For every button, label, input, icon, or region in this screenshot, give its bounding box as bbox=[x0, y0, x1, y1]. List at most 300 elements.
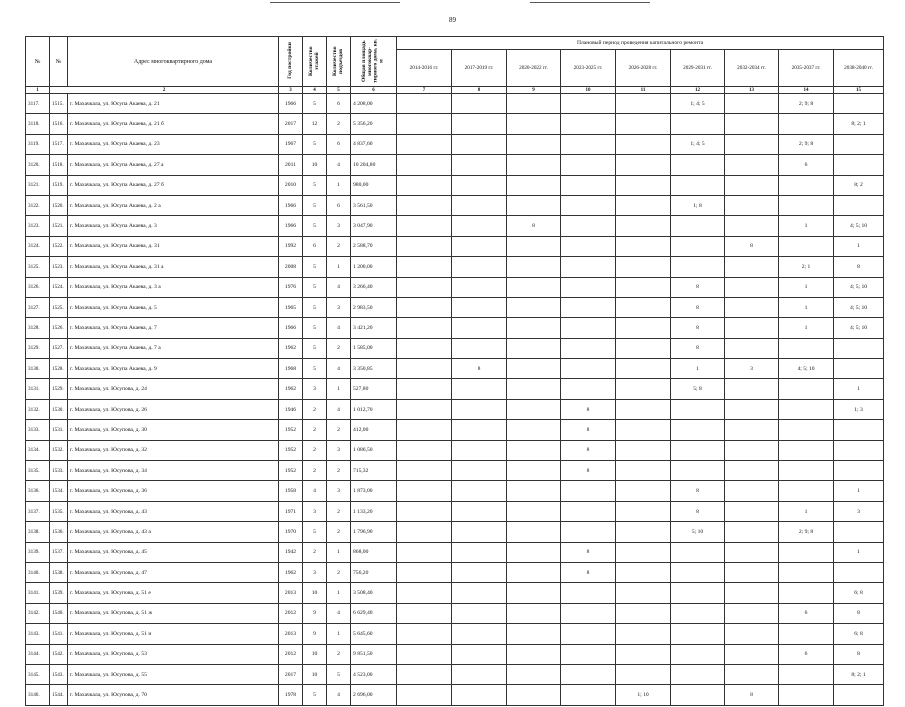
row-period-works bbox=[779, 583, 834, 603]
row-period-works bbox=[779, 542, 834, 562]
row-year: 1966 bbox=[279, 195, 303, 215]
row-year: 1978 bbox=[279, 685, 303, 705]
row-entrances: 2 bbox=[327, 236, 351, 256]
table-row bbox=[26, 461, 884, 481]
row-period-works bbox=[834, 359, 884, 379]
row-period-works bbox=[779, 664, 834, 684]
row-year: 1966 bbox=[279, 216, 303, 236]
row-year: 1946 bbox=[279, 399, 303, 419]
row-local-number: 1521. bbox=[50, 216, 68, 236]
table-row bbox=[26, 501, 884, 521]
col-header-address: Адрес многоквартирного дома bbox=[68, 37, 279, 87]
row-address: г. Махачкала, ул. Юсупова, д. 34 bbox=[68, 461, 279, 481]
row-area: 6 629,40 bbox=[351, 603, 397, 623]
row-number: 3143. bbox=[26, 624, 50, 644]
row-floors: 3 bbox=[303, 501, 327, 521]
row-number: 3122. bbox=[26, 195, 50, 215]
row-entrances: 2 bbox=[327, 420, 351, 440]
row-period-works: 8 bbox=[671, 481, 725, 501]
row-period-works bbox=[452, 644, 507, 664]
row-period-works bbox=[397, 134, 452, 154]
row-period-works bbox=[725, 216, 779, 236]
row-period-works bbox=[561, 236, 616, 256]
row-floors: 2 bbox=[303, 461, 327, 481]
row-period-works: 6 bbox=[779, 155, 834, 175]
row-entrances: 2 bbox=[327, 501, 351, 521]
row-number: 3138. bbox=[26, 522, 50, 542]
row-period-works bbox=[725, 195, 779, 215]
row-period-works bbox=[507, 603, 561, 623]
row-period-works bbox=[561, 664, 616, 684]
row-local-number: 1533. bbox=[50, 461, 68, 481]
row-local-number: 1541. bbox=[50, 624, 68, 644]
row-address: г. Махачкала, ул. Юсупова, д. 51 ж bbox=[68, 603, 279, 623]
row-entrances: 4 bbox=[327, 155, 351, 175]
row-period-works bbox=[671, 603, 725, 623]
row-address: г. Махачкала, ул. Юсупова, д. 53 bbox=[68, 644, 279, 664]
row-period-works: 8 bbox=[671, 338, 725, 358]
row-address: г. Махачкала, ул. Юсупова, д. 51 е bbox=[68, 583, 279, 603]
row-period-works bbox=[507, 94, 561, 114]
row-number: 3135. bbox=[26, 461, 50, 481]
row-year: 1968 bbox=[279, 359, 303, 379]
row-period-works bbox=[507, 257, 561, 277]
row-entrances: 1 bbox=[327, 257, 351, 277]
row-period-works bbox=[561, 216, 616, 236]
row-address: г. Махачкала, ул. Юсупа Акаева, д. 2 а bbox=[68, 195, 279, 215]
row-period-works bbox=[616, 644, 671, 664]
row-period-works bbox=[616, 114, 671, 134]
row-period-works bbox=[616, 399, 671, 419]
column-index: 14 bbox=[779, 87, 834, 94]
row-period-works bbox=[725, 114, 779, 134]
row-period-works bbox=[507, 359, 561, 379]
row-entrances: 1 bbox=[327, 175, 351, 195]
row-period-works bbox=[561, 583, 616, 603]
row-area: 1 796,90 bbox=[351, 522, 397, 542]
row-number: 3127. bbox=[26, 297, 50, 317]
row-area: 4 208,00 bbox=[351, 94, 397, 114]
row-period-works: 8 bbox=[834, 603, 884, 623]
row-number: 3137. bbox=[26, 501, 50, 521]
table-row bbox=[26, 399, 884, 419]
row-period-works bbox=[725, 175, 779, 195]
row-period-works bbox=[616, 359, 671, 379]
top-rule bbox=[530, 2, 650, 3]
row-floors: 5 bbox=[303, 94, 327, 114]
row-floors: 5 bbox=[303, 257, 327, 277]
row-entrances: 4 bbox=[327, 603, 351, 623]
row-local-number: 1531. bbox=[50, 420, 68, 440]
column-index: 7 bbox=[397, 87, 452, 94]
row-period-works bbox=[452, 114, 507, 134]
row-period-works bbox=[671, 685, 725, 705]
row-period-works: 4; 5; 10 bbox=[834, 318, 884, 338]
row-period-works bbox=[452, 277, 507, 297]
table-row bbox=[26, 359, 884, 379]
row-period-works bbox=[616, 664, 671, 684]
row-period-works bbox=[397, 399, 452, 419]
row-period-works bbox=[561, 603, 616, 623]
row-floors: 10 bbox=[303, 644, 327, 664]
row-local-number: 1534. bbox=[50, 481, 68, 501]
row-period-works bbox=[725, 399, 779, 419]
row-period-works bbox=[834, 338, 884, 358]
table-row bbox=[26, 257, 884, 277]
row-period-works bbox=[507, 277, 561, 297]
row-period-works bbox=[507, 562, 561, 582]
row-area: 9 851,50 bbox=[351, 644, 397, 664]
col-header-area: Общая площадь многоквар-тирного дома, кв. м bbox=[351, 37, 397, 87]
row-period-works: 3 bbox=[725, 359, 779, 379]
row-local-number: 1532. bbox=[50, 440, 68, 460]
row-area: 10 204,80 bbox=[351, 155, 397, 175]
row-local-number: 1518. bbox=[50, 155, 68, 175]
row-period-works bbox=[507, 481, 561, 501]
row-local-number: 1542. bbox=[50, 644, 68, 664]
row-period-works bbox=[397, 624, 452, 644]
row-number: 3141. bbox=[26, 583, 50, 603]
row-period-works bbox=[779, 420, 834, 440]
row-period-works bbox=[452, 603, 507, 623]
row-area: 1 086,50 bbox=[351, 440, 397, 460]
row-period-works bbox=[507, 501, 561, 521]
row-local-number: 1520. bbox=[50, 195, 68, 215]
row-year: 2008 bbox=[279, 257, 303, 277]
row-period-works bbox=[452, 420, 507, 440]
col-header-period: 2026-2028 гг. bbox=[616, 50, 671, 87]
row-local-number: 1543. bbox=[50, 664, 68, 684]
row-period-works bbox=[725, 664, 779, 684]
table-row bbox=[26, 318, 884, 338]
row-period-works bbox=[397, 644, 452, 664]
row-address: г. Махачкала, ул. Юсупа Акаева, д. 5 bbox=[68, 297, 279, 317]
row-period-works: 8 bbox=[507, 216, 561, 236]
row-period-works bbox=[397, 195, 452, 215]
row-period-works bbox=[834, 94, 884, 114]
row-year: 1966 bbox=[279, 318, 303, 338]
row-number: 3126. bbox=[26, 277, 50, 297]
row-period-works bbox=[397, 114, 452, 134]
row-entrances: 3 bbox=[327, 440, 351, 460]
row-period-works bbox=[779, 236, 834, 256]
row-period-works bbox=[779, 114, 834, 134]
row-period-works bbox=[779, 175, 834, 195]
row-period-works bbox=[616, 481, 671, 501]
row-period-works bbox=[561, 481, 616, 501]
row-area: 1 200,00 bbox=[351, 257, 397, 277]
row-period-works bbox=[779, 440, 834, 460]
row-period-works: 6 bbox=[779, 644, 834, 664]
row-period-works: 8; 2; 1 bbox=[834, 114, 884, 134]
row-period-works: 1; 8 bbox=[671, 195, 725, 215]
row-address: г. Махачкала, ул. Юсупова, д. 32 bbox=[68, 440, 279, 460]
row-floors: 5 bbox=[303, 685, 327, 705]
row-area: 5 356,20 bbox=[351, 114, 397, 134]
row-period-works bbox=[616, 175, 671, 195]
row-period-works bbox=[397, 685, 452, 705]
row-period-works: 5; 10 bbox=[671, 522, 725, 542]
row-number: 3140. bbox=[26, 562, 50, 582]
col-header-year: Год постройки bbox=[279, 37, 303, 87]
row-floors: 2 bbox=[303, 420, 327, 440]
row-period-works bbox=[397, 461, 452, 481]
row-address: г. Махачкала, ул. Юсупа Акаева, д. 7 bbox=[68, 318, 279, 338]
row-floors: 3 bbox=[303, 562, 327, 582]
row-number: 3123. bbox=[26, 216, 50, 236]
row-period-works: 6; 8 bbox=[834, 624, 884, 644]
row-period-works: 2; 9; 8 bbox=[779, 134, 834, 154]
row-period-works bbox=[671, 562, 725, 582]
row-year: 2017 bbox=[279, 664, 303, 684]
row-entrances: 2 bbox=[327, 114, 351, 134]
row-period-works: 1 bbox=[834, 481, 884, 501]
row-year: 1971 bbox=[279, 501, 303, 521]
row-period-works bbox=[397, 501, 452, 521]
row-period-works bbox=[834, 562, 884, 582]
row-number: 3128. bbox=[26, 318, 50, 338]
column-index: 8 bbox=[452, 87, 507, 94]
column-index: 6 bbox=[351, 87, 397, 94]
row-number: 3133. bbox=[26, 420, 50, 440]
row-local-number: 1528. bbox=[50, 359, 68, 379]
row-period-works: 2; 9; 8 bbox=[779, 94, 834, 114]
row-period-works: 2; 9; 8 bbox=[779, 522, 834, 542]
row-area: 980,00 bbox=[351, 175, 397, 195]
row-area: 3 266,40 bbox=[351, 277, 397, 297]
col-header-period: 2020-2022 гг. bbox=[507, 50, 561, 87]
row-local-number: 1535. bbox=[50, 501, 68, 521]
row-period-works: 8 bbox=[725, 685, 779, 705]
row-period-works bbox=[616, 583, 671, 603]
row-period-works bbox=[507, 542, 561, 562]
table-row bbox=[26, 195, 884, 215]
row-area: 527,80 bbox=[351, 379, 397, 399]
row-period-works bbox=[452, 236, 507, 256]
row-entrances: 3 bbox=[327, 481, 351, 501]
row-year: 2013 bbox=[279, 583, 303, 603]
row-period-works bbox=[452, 297, 507, 317]
row-entrances: 4 bbox=[327, 359, 351, 379]
row-area: 3 047,90 bbox=[351, 216, 397, 236]
row-period-works: 1 bbox=[779, 501, 834, 521]
row-period-works: 4; 5; 10 bbox=[834, 277, 884, 297]
row-address: г. Махачкала, ул. Юсупа Акаева, д. 3 а bbox=[68, 277, 279, 297]
row-period-works bbox=[834, 440, 884, 460]
row-period-works: 8 bbox=[561, 420, 616, 440]
row-period-works bbox=[507, 338, 561, 358]
row-period-works bbox=[834, 461, 884, 481]
column-index: 5 bbox=[327, 87, 351, 94]
row-period-works bbox=[397, 379, 452, 399]
row-number: 3132. bbox=[26, 399, 50, 419]
row-year: 1992 bbox=[279, 236, 303, 256]
row-period-works bbox=[616, 297, 671, 317]
column-index: 4 bbox=[303, 87, 327, 94]
row-period-works bbox=[779, 685, 834, 705]
row-period-works bbox=[616, 195, 671, 215]
row-period-works bbox=[616, 236, 671, 256]
row-period-works bbox=[616, 216, 671, 236]
table-row bbox=[26, 603, 884, 623]
row-period-works bbox=[725, 501, 779, 521]
row-period-works bbox=[834, 195, 884, 215]
row-area: 3 421,20 bbox=[351, 318, 397, 338]
row-period-works bbox=[725, 297, 779, 317]
row-period-works: 1 bbox=[779, 297, 834, 317]
row-period-works bbox=[779, 399, 834, 419]
row-period-works: 8 bbox=[561, 562, 616, 582]
row-local-number: 1538. bbox=[50, 562, 68, 582]
row-period-works bbox=[725, 522, 779, 542]
row-period-works bbox=[452, 155, 507, 175]
row-entrances: 2 bbox=[327, 522, 351, 542]
row-number: 3131. bbox=[26, 379, 50, 399]
row-period-works bbox=[452, 562, 507, 582]
col-header-period: 2038-2040 гг. bbox=[834, 50, 884, 87]
row-number: 3120. bbox=[26, 155, 50, 175]
row-address: г. Махачкала, ул. Юсупова, д. 45 bbox=[68, 542, 279, 562]
row-period-works bbox=[725, 277, 779, 297]
row-period-works: 8 bbox=[671, 318, 725, 338]
table-row bbox=[26, 379, 884, 399]
row-period-works bbox=[452, 501, 507, 521]
row-number: 3130. bbox=[26, 359, 50, 379]
row-period-works bbox=[725, 420, 779, 440]
row-period-works bbox=[616, 277, 671, 297]
row-period-works bbox=[452, 175, 507, 195]
row-period-works bbox=[616, 134, 671, 154]
row-entrances: 4 bbox=[327, 399, 351, 419]
row-period-works bbox=[507, 440, 561, 460]
row-period-works: 8; 2; 1 bbox=[834, 664, 884, 684]
row-address: г. Махачкала, ул. Юсупа Акаева, д. 7 а bbox=[68, 338, 279, 358]
row-year: 1942 bbox=[279, 542, 303, 562]
table-row bbox=[26, 420, 884, 440]
row-entrances: 2 bbox=[327, 338, 351, 358]
row-period-works bbox=[834, 134, 884, 154]
row-period-works: 8 bbox=[561, 399, 616, 419]
row-area: 1 133,20 bbox=[351, 501, 397, 521]
col-header-number-local: № bbox=[50, 37, 68, 87]
row-period-works bbox=[397, 542, 452, 562]
row-period-works: 1 bbox=[779, 277, 834, 297]
row-floors: 5 bbox=[303, 277, 327, 297]
row-period-works bbox=[452, 379, 507, 399]
row-area: 3 350,85 bbox=[351, 359, 397, 379]
row-period-works bbox=[671, 420, 725, 440]
row-period-works: 1 bbox=[779, 318, 834, 338]
row-local-number: 1523. bbox=[50, 257, 68, 277]
row-address: г. Махачкала, ул. Юсупа Акаева, д. 21 б bbox=[68, 114, 279, 134]
row-year: 1962 bbox=[279, 379, 303, 399]
row-period-works bbox=[452, 257, 507, 277]
row-period-works bbox=[725, 338, 779, 358]
row-period-works bbox=[561, 359, 616, 379]
row-local-number: 1522. bbox=[50, 236, 68, 256]
table-row bbox=[26, 583, 884, 603]
row-period-works bbox=[452, 195, 507, 215]
row-period-works: 4; 5; 10 bbox=[779, 359, 834, 379]
row-period-works bbox=[507, 461, 561, 481]
row-period-works bbox=[507, 624, 561, 644]
row-period-works bbox=[452, 94, 507, 114]
row-address: г. Махачкала, ул. Юсупова, д. 30 bbox=[68, 420, 279, 440]
row-period-works bbox=[671, 440, 725, 460]
row-period-works bbox=[725, 318, 779, 338]
row-period-works bbox=[725, 542, 779, 562]
table-row bbox=[26, 624, 884, 644]
row-period-works bbox=[397, 420, 452, 440]
row-period-works bbox=[561, 338, 616, 358]
col-header-period: 2032-2034 гг. bbox=[725, 50, 779, 87]
row-period-works bbox=[397, 297, 452, 317]
col-header-entrances: Количество подъездов bbox=[327, 37, 351, 87]
col-header-period: 2029-2031 гг. bbox=[671, 50, 725, 87]
row-period-works bbox=[671, 114, 725, 134]
row-floors: 5 bbox=[303, 338, 327, 358]
row-number: 3145. bbox=[26, 664, 50, 684]
row-entrances: 2 bbox=[327, 562, 351, 582]
row-area: 4 837,60 bbox=[351, 134, 397, 154]
row-entrances: 1 bbox=[327, 542, 351, 562]
row-local-number: 1515. bbox=[50, 94, 68, 114]
row-area: 1 873,00 bbox=[351, 481, 397, 501]
col-header-period: 2014-2016 гг. bbox=[397, 50, 452, 87]
row-period-works bbox=[507, 297, 561, 317]
row-period-works bbox=[452, 624, 507, 644]
row-period-works bbox=[561, 277, 616, 297]
row-period-works bbox=[725, 134, 779, 154]
row-period-works bbox=[779, 461, 834, 481]
row-entrances: 5 bbox=[327, 664, 351, 684]
row-number: 3119. bbox=[26, 134, 50, 154]
row-period-works: 1 bbox=[834, 236, 884, 256]
row-local-number: 1544. bbox=[50, 685, 68, 705]
table-row bbox=[26, 297, 884, 317]
row-period-works bbox=[671, 542, 725, 562]
row-year: 2012 bbox=[279, 603, 303, 623]
row-year: 1962 bbox=[279, 562, 303, 582]
row-period-works bbox=[616, 562, 671, 582]
row-period-works bbox=[671, 461, 725, 481]
row-year: 1970 bbox=[279, 522, 303, 542]
row-local-number: 1536. bbox=[50, 522, 68, 542]
row-address: г. Махачкала, ул. Юсупа Акаева, д. 9 bbox=[68, 359, 279, 379]
row-period-works bbox=[452, 318, 507, 338]
row-floors: 3 bbox=[303, 379, 327, 399]
row-period-works bbox=[397, 257, 452, 277]
col-header-number: № bbox=[26, 37, 50, 87]
row-period-works bbox=[452, 664, 507, 684]
row-period-works: 8 bbox=[834, 644, 884, 664]
column-index: 12 bbox=[671, 87, 725, 94]
row-area: 3 508,40 bbox=[351, 583, 397, 603]
row-period-works bbox=[452, 134, 507, 154]
row-entrances: 1 bbox=[327, 583, 351, 603]
row-period-works: 8 bbox=[561, 542, 616, 562]
table-row bbox=[26, 685, 884, 705]
row-period-works bbox=[507, 685, 561, 705]
row-entrances: 1 bbox=[327, 624, 351, 644]
row-period-works bbox=[671, 399, 725, 419]
row-address: г. Махачкала, ул. Юсупа Акаева, д. 27 б bbox=[68, 175, 279, 195]
row-period-works bbox=[561, 114, 616, 134]
row-number: 3139. bbox=[26, 542, 50, 562]
row-area: 2 588,70 bbox=[351, 236, 397, 256]
row-floors: 5 bbox=[303, 522, 327, 542]
row-period-works bbox=[725, 562, 779, 582]
